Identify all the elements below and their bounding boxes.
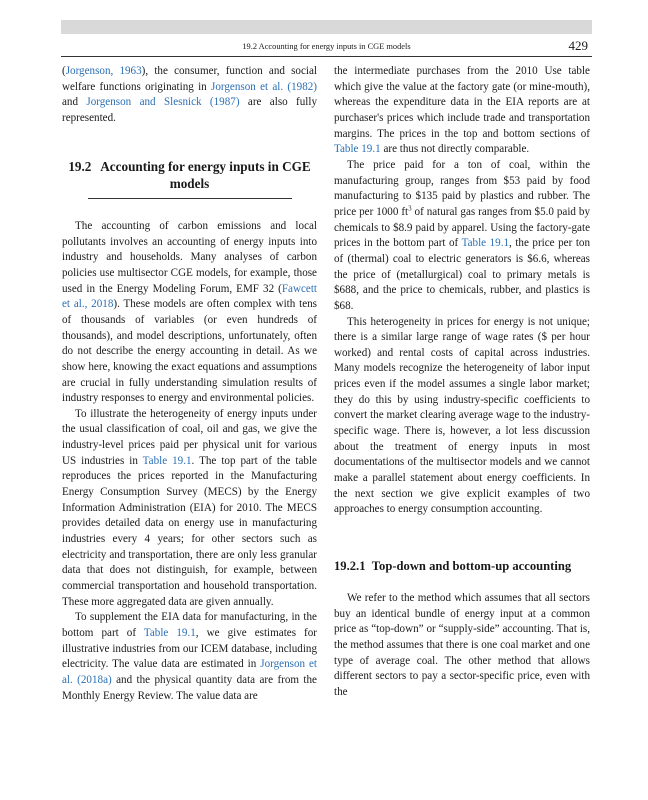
subsection-title: Top-down and bottom-up accounting xyxy=(371,559,572,574)
citation-link[interactable]: Table 19.1 xyxy=(143,627,196,639)
left-column xyxy=(62,64,317,704)
text-run: and xyxy=(62,96,87,109)
paragraph-top-down: We refer to the method which assumes that all sectors buy an identical bundle of energy input at a common price as “top-down” or “supply-side” accounting. That is, the method assumes that there is one coal market and one type of average coal. The other method that allows different sectors to pay a sector-specific price, even with the xyxy=(334,592,590,698)
text-run: To illustrate the heterogeneity of energy inputs under the usual classification of coal, oil and gas, we give the industry-level prices paid per physical unit for various US industries in xyxy=(62,407,317,467)
gas-price-text xyxy=(334,206,590,312)
text-run: . The top part of the table reproduces the prices reported in the Manufacturing Energy Consumption Survey (MECS) by the Energy Information Administration (EIA) for 2010. The MECS provides detailed data on energy use in manufacturing industries every 4 years; for other sectors such as electricity and transportation, there are only less granular data that does not distinguish, for example, between commercial transportation and household transportation. These more aggregated data are given annually. xyxy=(62,454,317,608)
text-run: , the price per ton of (thermal) coal to electric generators is $6.6, whereas the price of (metallurgical) coal to primary metals is $688, and the price to chemicals, rubber, and plastics is $68. xyxy=(334,237,590,312)
citation-link[interactable]: Table 19.1 xyxy=(142,454,192,467)
intro-paragraph xyxy=(62,64,317,127)
page-number: 429 xyxy=(568,38,588,53)
text-run: , we give estimates for illustrative industries from our ICEM database, including electricity. The value data are estimated in xyxy=(62,627,317,671)
paragraph-heterogeneity xyxy=(62,407,317,611)
citation-link[interactable]: Jorgenson, 1963 xyxy=(65,65,142,77)
citation-link[interactable]: Table 19.1 xyxy=(461,237,510,250)
paragraph-intermediate-purchases xyxy=(334,64,590,158)
coal-price-text: The price paid for a ton of coal, within the manufacturing group, ranges from $53 paid by food manufacturing to $135 paid by plastics and rubber. The price per 1000 ft xyxy=(334,158,590,218)
text-run: of natural gas ranges from $5.0 paid by chemicals to $8.9 paid by apparel. Using the factory-gate prices in the bottom part of xyxy=(334,205,590,250)
text-run: To supplement the EIA data for manufacturing, in the bottom part of xyxy=(62,611,317,639)
paragraph-price-heterogeneity: This heterogeneity in prices for energy is not unique; there is a similar large range of wage rates ($ per hour worked) and rental costs of capital across industries. Many models recognize the heterogeneity of labor input prices even if the model assumes a single labor market; they do this by using industry-specific coefficients to convert the market clearing average wage to the industry-specific wage. There is, however, a lot less discussion about the treatment of energy inputs in most documentations of the multisector models and we cannot make a parallel statement about energy coefficients. In the next section we give explicit examples of two approaches to energy consumption accounting. xyxy=(334,315,590,516)
text-run: are thus not directly comparable. xyxy=(380,143,530,156)
citation-link[interactable]: Table 19.1 xyxy=(334,143,381,156)
paragraph-coal-prices xyxy=(334,158,590,315)
text-run: ), the consumer, function and social welfare functions originating in xyxy=(62,65,317,93)
citation-link[interactable]: Jorgenson et al. (1982) xyxy=(211,80,318,93)
text-run: the intermediate purchases from the 2010 Use table which give the value at the factory gate (or mine-mouth), whereas the expenditure data in the EIA reports are at purchaser's prices which include trade and transportation margins. The prices in the top and bottom sections of xyxy=(334,65,590,140)
running-title: 19.2 Accounting for energy inputs in CGE models xyxy=(242,42,411,51)
top-gray-bar xyxy=(61,20,592,34)
text-run: ). These models are often complex with tens of thousands of variables (or even hundreds of thousands), and model descriptions, unfortunately, often do not describe the energy accounting in detail. As we show here, knowing the exact equations and assumptions are crucial in fully understanding simulation results of industry responses to energy and environmental policies. xyxy=(62,298,317,405)
paragraph-supplement xyxy=(62,610,317,704)
paragraph-carbon-accounting xyxy=(62,219,317,407)
superscript-3: 3 xyxy=(408,204,412,213)
text-run: The accounting of carbon emissions and local pollutants involves an accounting of energy inputs into industry and households. Many analyses of carbon policies use multisector CGE models, for example, those used in the Energy Modeling Forum, EMF 32 ( xyxy=(62,219,317,295)
section-title: Accounting for energy inputs in CGE models xyxy=(100,158,311,192)
text-run: and the physical quantity data are from the Monthly Energy Review. The value data are xyxy=(62,673,317,702)
subsection-heading xyxy=(334,558,590,574)
right-column xyxy=(334,64,590,701)
section-number: 19.2 xyxy=(68,158,92,174)
citation-link[interactable]: Jorgenson et al. (2018a) xyxy=(62,658,317,686)
citation-link[interactable]: Fawcett et al., 2018 xyxy=(62,282,317,311)
citation-link[interactable]: Jorgenson and Slesnick (1987) xyxy=(86,96,240,109)
section-heading xyxy=(62,159,317,194)
running-header xyxy=(61,38,592,56)
subsection-number: 19.2.1 xyxy=(334,559,366,574)
text-run: ( xyxy=(62,65,66,77)
header-rule xyxy=(61,56,592,57)
text-run: are also fully represented. xyxy=(62,96,318,124)
section-rule xyxy=(88,198,292,199)
